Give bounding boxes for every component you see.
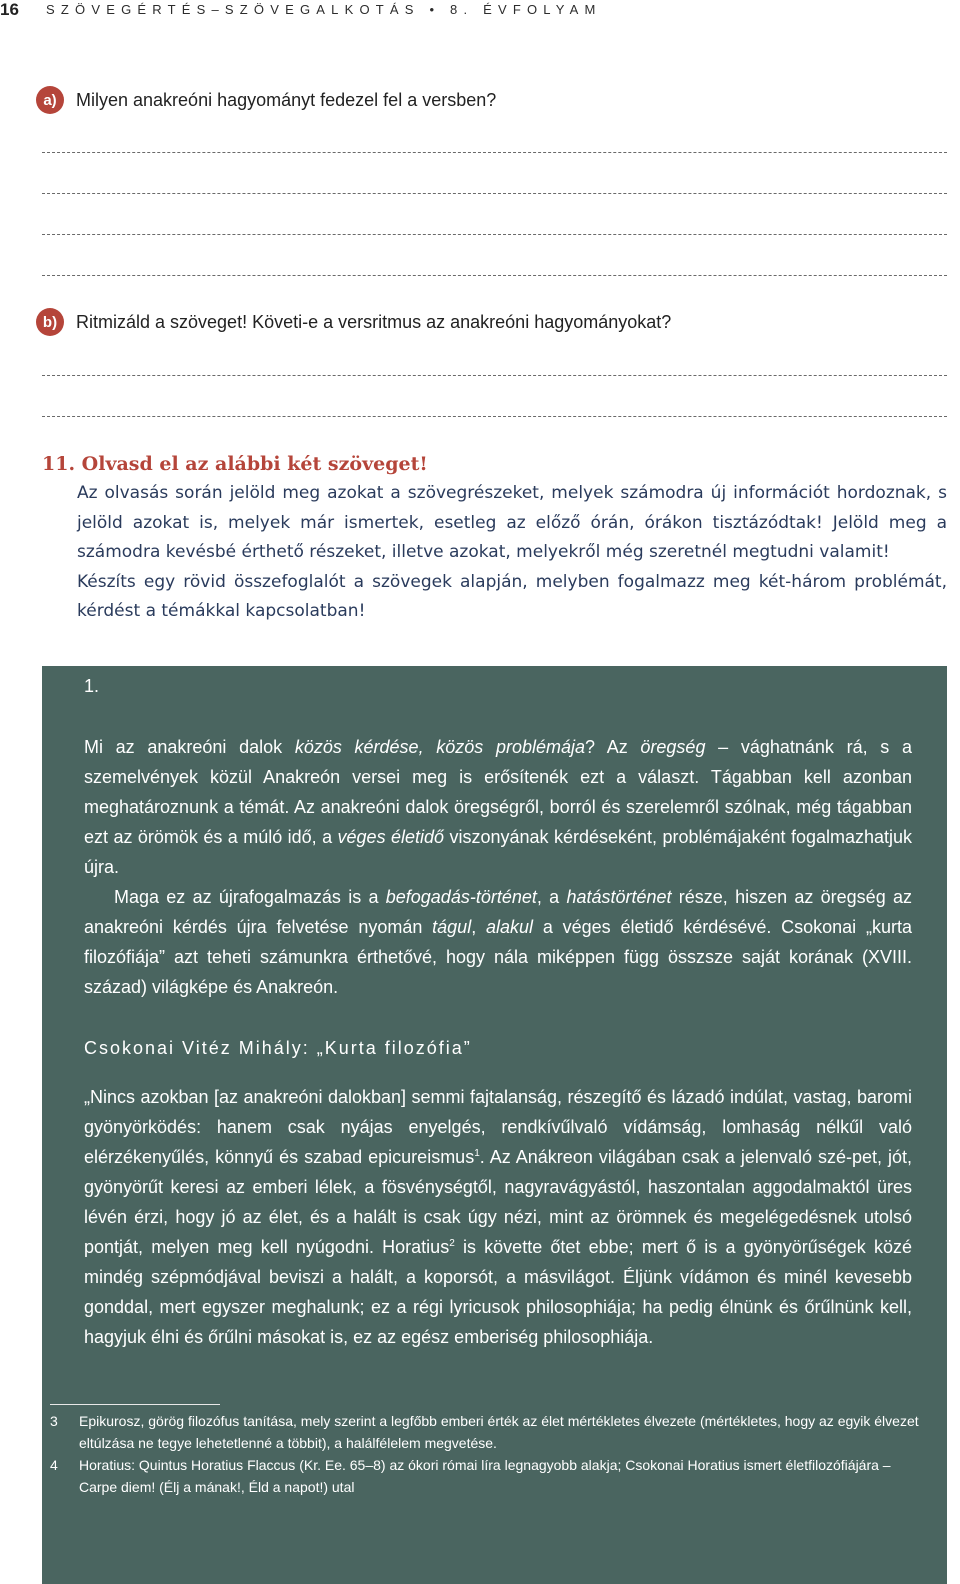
answer-line[interactable] [42, 275, 947, 276]
page-header [0, 0, 960, 24]
answer-line[interactable] [42, 416, 947, 417]
instruction-paragraph: Készíts egy rövid összefoglalót a szövegek alapján, melyben fogalmazz meg két-három problémát, kérdést a témákkal kapcsolatban! [77, 571, 947, 621]
quote-text: „Nincs azokban [az anakreóni dalokban] semmi fajtalanság, részegítő és lázadó indúlat, vastag, baromi gyönyörködés: hanem csak nyájas enyelgés, rendkívűlvaló vídámság, lomhaság nélkűl való elérzékenyűlés, könnyű és szabad epicureismus$^1$. Az Anákreon világában csak a jelenvaló szé-pet, jót, gyönyörűt keresi az emberi lélek, a fösvénységtől, nagyravágyástól, haszontalan aggodalmaktól üres lévén érzi, hogy jó az élet, és a halált is csak úgy nézi, mint az örömnek és megelégedésnek utolsó pontját, melyen meg kell nyúgodni. Horatius$^2$ is követte őtet ebbe; mert ő is a gyönyörűségek közé mindég szépmódjával beviszi a halált, a koporsót, a másvilágot. Éljünk vídámon és minél kevesebb gonddal, mert egyszer meghalunk; ez a régi lyricusok philosophiája; ha pedig élnünk és őrűlnünk kell, hagyjuk élni és őrűlni másokat is, ez az egész emberiség philosophiája. [84, 1087, 912, 1347]
footnote-divider [50, 1404, 220, 1405]
page-number: 16 [0, 0, 19, 19]
footnote-ref[interactable]: 1 [474, 1148, 480, 1159]
question-text: Ritmizáld a szöveget! Követi-e a versritmus az anakreóni hagyományokat? [76, 311, 672, 332]
answer-line[interactable] [42, 193, 947, 194]
running-title: SZÖVEGÉRTÉS–SZÖVEGALKOTÁS • 8. ÉVFOLYAM [46, 2, 602, 17]
quote-heading: Csokonai Vitéz Mihály: „Kurta filozófia” [84, 1038, 472, 1058]
footnote-text: Horatius: Quintus Horatius Flaccus (Kr. Ee. 65–8) az ókori római líra legnagyobb alakja; Csokonai Horatius ismert életfilozófiájára – Carpe diem! (Élj a mának!, Éld a napot!) utal [79, 1457, 891, 1495]
footnote [50, 1410, 930, 1454]
source-number: 1. [84, 676, 100, 696]
intro-text [84, 732, 912, 1002]
instruction-paragraph: Az olvasás során jelöld meg azokat a szövegrészeket, melyek számodra új információt hordoznak, s jelöld azokat is, melyek már ismertek, esetleg az előző órán, órákon tisztázódtak! Jelöld meg a számodra kevésbé érthető részeket, illetve azokat, melyekről még szeretnél megtudni valamit! [77, 483, 947, 562]
task-instructions [77, 479, 947, 627]
footnote-number: 4 [50, 1457, 58, 1473]
question-badge: b) [36, 308, 64, 336]
answer-line[interactable] [42, 375, 947, 376]
source-text-box [42, 666, 947, 1584]
question-a [36, 86, 496, 114]
footnotes [50, 1410, 930, 1498]
question-b [36, 308, 671, 336]
answer-line[interactable] [42, 234, 947, 235]
question-badge: a) [36, 86, 64, 114]
footnote-number: 3 [50, 1413, 58, 1429]
task-title: 11. Olvasd el az alábbi két szöveget! [42, 453, 428, 475]
footnote [50, 1454, 930, 1498]
intro-paragraph: Mi az anakreóni dalok közös kérdése, közös problémája? Az öregség – vághatnánk rá, s a szemelvények közül Anakreón versei meg is erősítenék ezt a választ. Tágabban kell azonban meghatároznunk a témát. Az anakreóni dalok öregségről, borról és szerelemről szólnak, még tágabban ezt az örömök és a múló idő, a véges életidő viszonyának kérdéseként, problémájaként fogalmazhatjuk újra. [84, 737, 913, 877]
footnote-text: Epikurosz, görög filozófus tanítása, mely szerint a legfőbb emberi érték az élet mértékletes élvezete (mértékletes, hogy az egyik élvezet eltúlzása ne tegye lehetetlenné a többit), a halálfélelem megvetése. [79, 1413, 919, 1451]
answer-line[interactable] [42, 152, 947, 153]
footnote-ref[interactable]: 2 [449, 1238, 455, 1249]
question-text: Milyen anakreóni hagyományt fedezel fel a versben? [76, 89, 497, 110]
intro-paragraph: Maga ez az újrafogalmazás is a befogadás-történet, a hatástörténet része, hiszen az öregség az anakreóni kérdés újra felvetése nyomán tágul, alakul a véges életidő kérdésévé. Csokonai „kurta filozófiája” azt teheti számunkra érthetővé, hogy nála miképpen függ összsze saját korának (XVIII. század) világképe és Anakreón. [84, 887, 912, 997]
